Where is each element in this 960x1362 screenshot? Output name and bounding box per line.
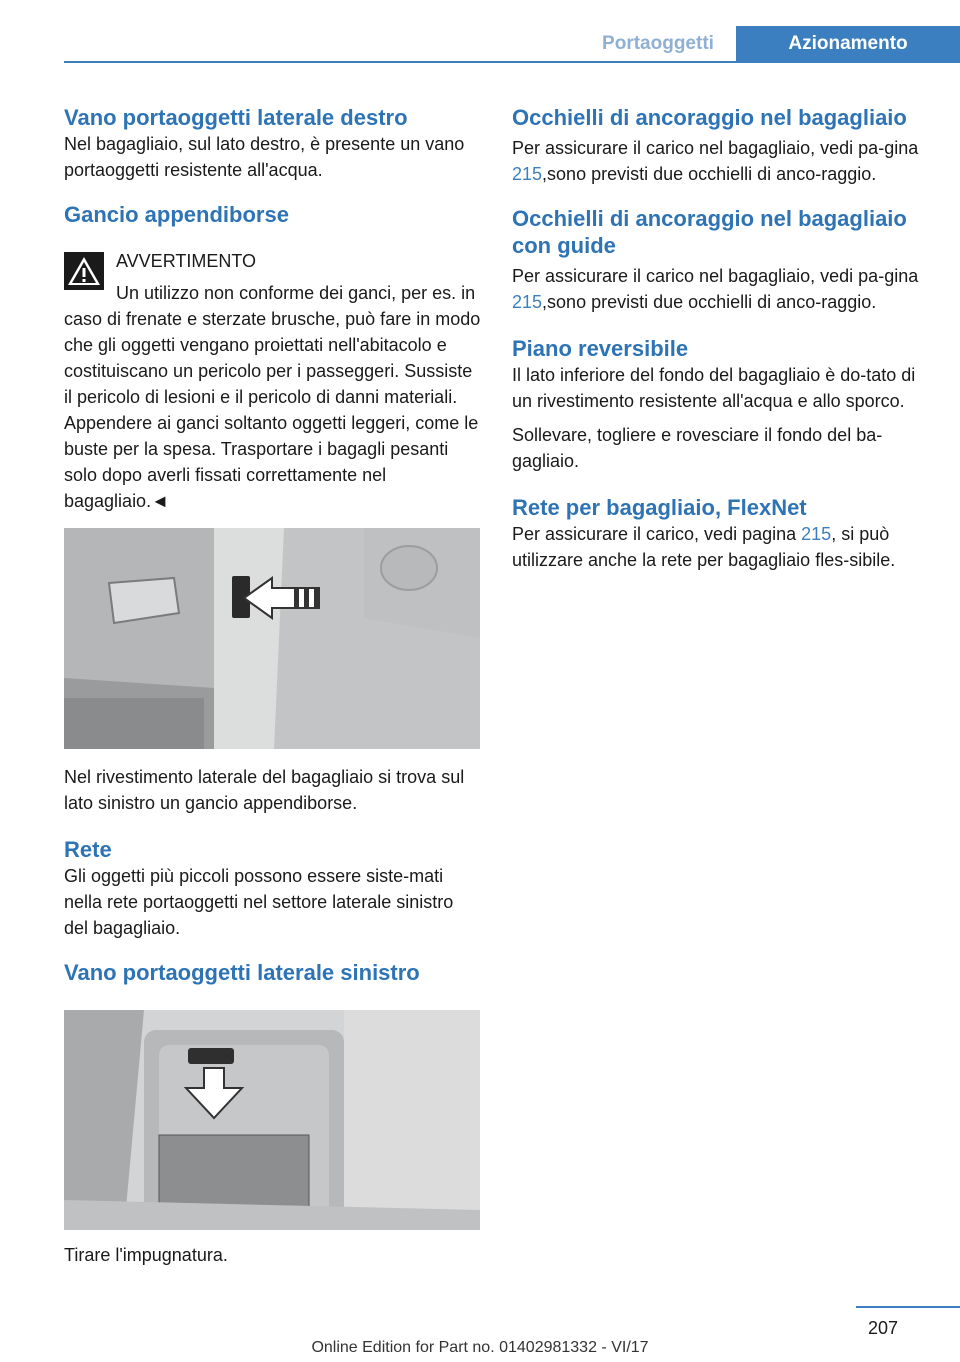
footer-edition: Online Edition for Part no. 01402981332 - VI/17 (311, 1339, 649, 1356)
paragraph-reversible-floor-instruction: Sollevare, togliere e rovesciare il fondo del ba-gagliaio. (512, 425, 883, 471)
paragraph-anchor-eyes-guides-text-a: Per assicurare il carico nel bagagliaio, vedi pa-gina (512, 266, 919, 286)
page-number: 207 (867, 1318, 898, 1338)
left-column (64, 104, 482, 228)
photo-bag-hook (64, 528, 480, 749)
header-rule (64, 61, 960, 63)
paragraph-right-storage: Nel bagagliaio, sul lato destro, è presente un vano portaoggetti resistente all'acqua. (64, 134, 465, 180)
paragraph-flexnet-text-a: Per assicurare il carico, vedi pagina (512, 524, 802, 544)
page-link-215[interactable]: 215 (512, 164, 543, 184)
paragraph-anchor-eyes-guides-text-b: ,sono previsti due occhielli di anco-raggio. (542, 292, 877, 312)
warning-title-block (116, 248, 482, 274)
caption-bag-hook: Nel rivestimento laterale del bagagliaio si trova sul lato sinistro un gancio appendiborse. (64, 767, 465, 813)
caption-left-storage: Tirare l'impugnatura. (64, 1245, 228, 1265)
page-link-215[interactable]: 215 (801, 524, 832, 544)
paragraph-reversible-floor: Il lato inferiore del fondo del bagagliaio è do-tato di un rivestimento resistente all'acqua e allo sporco. (512, 365, 916, 411)
caption-bag-hook-block (64, 764, 482, 986)
heading-flexnet: Rete per bagagliaio, FlexNet (512, 495, 807, 520)
warning-title: AVVERTIMENTO (116, 251, 257, 271)
paragraph-flexnet-text-b: , si può utilizzare anche la rete per bagagliaio fles-sibile. (512, 524, 896, 570)
header-chapter-tab: Azionamento (736, 26, 960, 62)
page-number-rule (856, 1306, 960, 1308)
heading-bag-hook: Gancio appendiborse (64, 202, 289, 227)
paragraph-flexnet (512, 521, 924, 573)
heading-left-storage: Vano portaoggetti laterale sinistro (64, 960, 420, 985)
caption-left-storage-block (64, 1242, 482, 1268)
page-link-215[interactable]: 215 (512, 292, 543, 312)
heading-right-storage: Vano portaoggetti laterale destro (64, 105, 408, 130)
heading-anchor-eyes-guides: Occhielli di ancoraggio nel bagagliaio con guide (512, 206, 907, 258)
paragraph-anchor-eyes-text-b: ,sono previsti due occhielli di anco-raggio. (542, 164, 877, 184)
heading-net: Rete (64, 837, 112, 862)
paragraph-net: Gli oggetti più piccoli possono essere siste-mati nella rete portaoggetti nel settore laterale sinistro del bagagliaio. (64, 866, 454, 938)
photo-left-storage (64, 1010, 480, 1230)
warning-text: Un utilizzo non conforme dei ganci, per es. in caso di frenate e sterzate brusche, può fare in modo che gli oggetti vengano proiettati nell'abitacolo e costituiscano un pericolo per i passeggeri. Sussiste il pericolo di lesioni e il pericolo di danni materiali. Appendere ai ganci soltanto oggetti leggeri, come le buste per la spesa. Trasportare i bagagli pesanti solo dopo averli fissati correttamente nel bagagliaio.◄ (64, 283, 481, 511)
heading-anchor-eyes: Occhielli di ancoraggio nel bagagliaio (512, 105, 907, 130)
header-section-label: Portaoggetti (602, 33, 714, 54)
photo-bag-hook-illustration (64, 528, 480, 749)
photo-left-storage-illustration (64, 1010, 480, 1230)
paragraph-anchor-eyes (512, 135, 924, 187)
heading-reversible-floor: Piano reversibile (512, 336, 689, 361)
paragraph-anchor-eyes-text-a: Per assicurare il carico nel bagagliaio, vedi pa-gina (512, 138, 919, 158)
warning-body-block (64, 280, 482, 514)
paragraph-anchor-eyes-guides (512, 263, 924, 315)
right-column (512, 104, 924, 573)
